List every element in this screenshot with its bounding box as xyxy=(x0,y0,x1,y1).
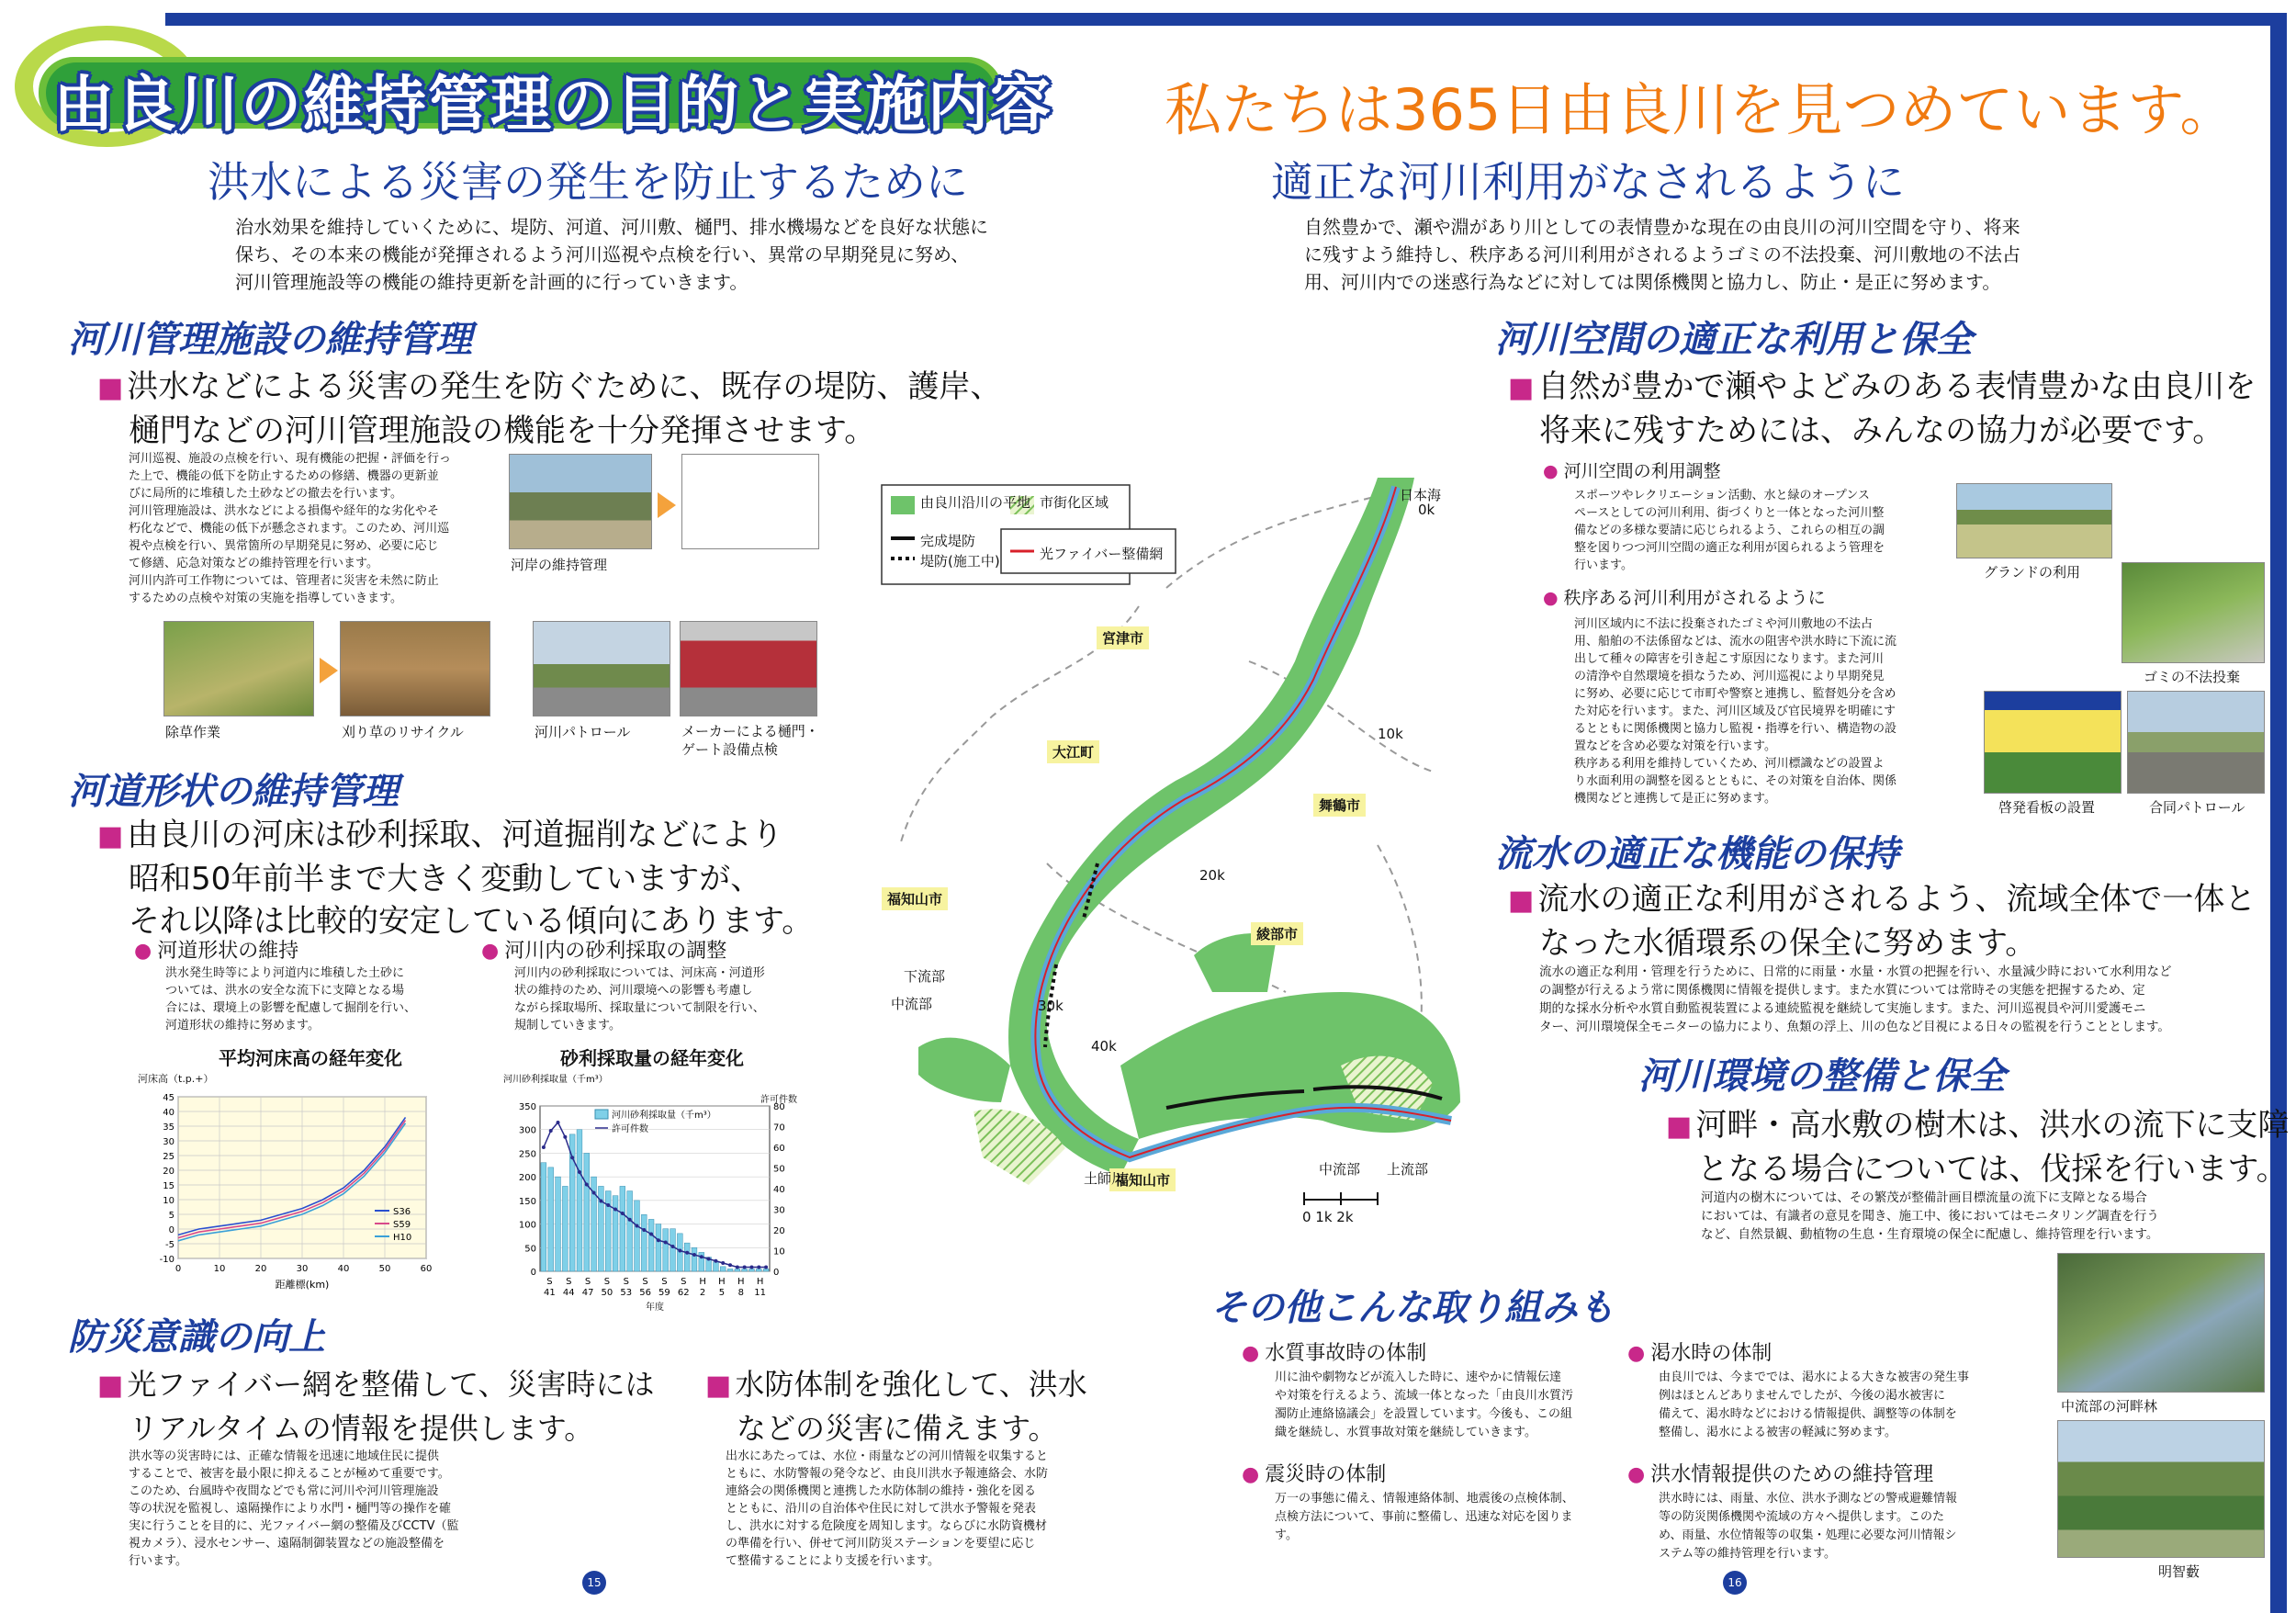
gravel-chart xyxy=(503,1069,806,1326)
bullet-drought: ● 渇水時の体制 xyxy=(1627,1342,1773,1365)
chart2-bar xyxy=(670,1229,676,1271)
dot-icon: ● xyxy=(1543,588,1559,608)
chart1-xtick: 40 xyxy=(337,1264,350,1274)
square-icon: ■ xyxy=(1666,1111,1693,1143)
chart2-point xyxy=(728,1263,732,1267)
riverbed-chart xyxy=(138,1069,450,1308)
chart2-xtick-top: H xyxy=(737,1277,745,1287)
channel-title: 河道形状の維持管理 xyxy=(68,771,399,813)
bosai-lead-flood: ■ 水防体制を強化して、洪水 などの災害に備えます。 xyxy=(705,1367,1087,1446)
map-label-shimoryu: 下流部 xyxy=(904,968,946,985)
chart2-point xyxy=(678,1249,681,1253)
chart2-ytick2: 0 xyxy=(773,1268,780,1278)
map-label-sea: 日本海 xyxy=(1400,487,1442,503)
chart1-xtick: 60 xyxy=(420,1264,433,1274)
chart1-xtick: 30 xyxy=(296,1264,309,1274)
chart2-point xyxy=(664,1241,668,1245)
chart2-xtick-top: S xyxy=(546,1277,553,1287)
chart2-xtick-bottom: 50 xyxy=(601,1288,613,1298)
chart2-ytick2: 60 xyxy=(773,1144,785,1154)
chart2-point xyxy=(606,1203,610,1207)
slogan: 私たちは365日由良川を見つめています。 xyxy=(1165,76,2237,143)
chart2-title: 砂利採取量の経年変化 xyxy=(560,1047,744,1069)
chart2-xlabel: 年度 xyxy=(646,1303,664,1313)
chart2-point xyxy=(642,1228,646,1232)
bosai-lead-fiber: ■ 光ファイバー網を整備して、災害時には リアルタイムの情報を提供します。 xyxy=(97,1367,655,1446)
chart1-ytick: 20 xyxy=(163,1167,174,1177)
chart2-bar xyxy=(569,1134,575,1271)
chart2-legend-bar-swatch xyxy=(595,1110,608,1119)
chart2-ytick2: 10 xyxy=(773,1246,785,1258)
drought-body: 由良川では、今まででは、渇水による大きな被害の発生事 例はほとんどありませんでしたが、今後の渇水被害に 備えて、渇水時などにおける情報提供、調整等の体制を 整備し、渇水による被害の軽減に努めます。 xyxy=(1659,1370,1970,1439)
square-icon: ■ xyxy=(97,820,124,852)
photo-patrol xyxy=(533,621,670,716)
water-accident-body: 川に油や劇物などが流入した時に、速やかに情報伝達 や対策を行えるよう、流域一体となった「由良川水質汚 濁防止連絡協議会」を設置しています。今後も、この組 織を継続し、水質事故対策を継続していきます。 xyxy=(1275,1370,1574,1439)
chart2-bar xyxy=(635,1201,640,1271)
chart1-xlabel: 距離標(km) xyxy=(275,1279,330,1291)
chart2-bar xyxy=(720,1267,726,1271)
space-title: 河川空間の適正な利用と保全 xyxy=(1495,319,1973,361)
chart2-bar xyxy=(641,1214,647,1271)
map-label-fukuchiyama: 福知山市 xyxy=(882,887,948,910)
photo-recycle xyxy=(340,621,490,716)
flow-lead: ■ 流水の適正な利用がされるよう、流域全体で一体と なった水循環系の保全に努めます。 xyxy=(1508,881,2257,962)
chart2-ytick: 200 xyxy=(518,1173,536,1184)
facility-lead: ■ 洪水などによる災害の発生を防ぐために、既存の堤防、護岸、 樋門などの河川管理施設の機能を十分発揮させます。 xyxy=(97,368,1002,449)
chart1-legend-label: H10 xyxy=(393,1233,412,1243)
map-label-scale: 0 1k 2k xyxy=(1302,1209,1354,1225)
chart1-ytick: 10 xyxy=(163,1196,174,1206)
map-label-churyu: 中流部 xyxy=(891,996,933,1012)
river-map xyxy=(863,478,1469,1231)
photo-embankment-after xyxy=(681,454,819,549)
chart2-bar xyxy=(620,1186,625,1271)
photo-gate-inspection xyxy=(680,621,817,716)
space-lead: ■ 自然が豊かで瀬やよどみのある表情豊かな由良川を 将来に残すためには、みんなの協力が必要です。 xyxy=(1508,368,2257,449)
chart2-xtick-top: S xyxy=(566,1277,572,1287)
flow-title: 流水の適正な機能の保持 xyxy=(1495,833,1899,875)
caption-dump: ゴミの不法投棄 xyxy=(2144,669,2241,685)
caption-joint-patrol: 合同パトロール xyxy=(2149,799,2245,816)
dot-icon: ● xyxy=(134,940,152,963)
chart2-ylabel2: 許可件数 xyxy=(760,1095,797,1105)
chart2-point xyxy=(635,1224,638,1228)
photo-mowing xyxy=(163,621,314,716)
chart2-bar xyxy=(556,1177,561,1271)
chart2-xtick-top: S xyxy=(584,1277,591,1287)
map-legend-plain: 由良川沿川の平地 xyxy=(920,494,1031,511)
chart2-xtick-bottom: 44 xyxy=(562,1288,575,1298)
chart2-xtick-bottom: 56 xyxy=(639,1288,651,1298)
chart1-ytick: 5 xyxy=(168,1211,174,1221)
map-label-0k: 0k xyxy=(1418,502,1435,518)
chart2-bar xyxy=(663,1229,669,1271)
photo-dump xyxy=(2122,562,2265,663)
dot-icon: ● xyxy=(1627,1463,1646,1486)
map-label-ayabe: 綾部市 xyxy=(1251,922,1303,945)
chart2-ytick2: 80 xyxy=(773,1102,785,1112)
chart2-point xyxy=(714,1259,717,1263)
bullet-space-use: ● 河川空間の利用調整 xyxy=(1543,461,1721,481)
photo-embankment-before xyxy=(509,454,652,549)
chart2-xtick-top: S xyxy=(623,1277,629,1287)
chart2-point xyxy=(749,1266,753,1269)
left-section-title: 洪水による災害の発生を防止するために xyxy=(208,157,968,207)
page-number-right: 16 xyxy=(1723,1571,1747,1595)
chart2-point xyxy=(736,1266,739,1269)
dot-icon: ● xyxy=(1242,1342,1260,1365)
chart2-ytick2: 30 xyxy=(773,1205,785,1216)
chart2-point xyxy=(563,1135,567,1139)
photo-riverside-forest xyxy=(2057,1253,2265,1393)
env-lead: ■ 河畔・高水敷の樹木は、洪水の流下に支障 となる場合については、伐採を行います。 xyxy=(1666,1107,2290,1188)
chart2-bar xyxy=(692,1247,697,1271)
map-label-10k: 10k xyxy=(1378,726,1403,742)
chart2-xtick-bottom: 59 xyxy=(658,1288,670,1298)
chart2-point xyxy=(557,1121,560,1124)
photo-joint-patrol xyxy=(2127,691,2265,794)
bosai-title: 防災意識の向上 xyxy=(68,1316,325,1359)
chart2-bar xyxy=(749,1269,755,1271)
chart1-ytick: -10 xyxy=(159,1255,174,1265)
chart2-bar xyxy=(727,1269,733,1271)
map-label-joryu: 上流部 xyxy=(1387,1161,1429,1178)
chart2-bar xyxy=(648,1219,654,1271)
left-section-body: 治水効果を維持していくために、堤防、河道、河川敷、樋門、排水機場などを良好な状態に 保ち、その本来の機能が発揮されるよう河川巡視や点検を行い、異常の早期発見に努め、 河川管理施設等の機能の維持更新を計画的に行っていきます。 xyxy=(235,216,988,293)
chart2-ytick2: 50 xyxy=(773,1164,785,1175)
bullet-water-accident: ● 水質事故時の体制 xyxy=(1242,1342,1427,1365)
bosai-body-fiber: 洪水等の災害時には、正確な情報を迅速に地域住民に提供 することで、被害を最小限に抑えることが極めて重要です。 このため、台風時や夜間などでも常に河川や河川管理施設 等の状況を監視し、遠隔操作により水門・樋門等の操作を確 実に行うことを目的に、光ファイバー網の整備及びCCTV（監 視カメラ）、浸水センサー、遠隔制御装置などの施設整備を 行います。 xyxy=(129,1449,459,1568)
chart2-xtick-top: H xyxy=(718,1277,726,1287)
caption-gate-inspection: メーカーによる樋門・ ゲート設備点検 xyxy=(681,723,819,758)
page-title: 由良川の維持管理の目的と実施内容 xyxy=(53,69,1052,140)
chart2-bar xyxy=(735,1269,740,1271)
chart2-xtick-top: S xyxy=(603,1277,611,1287)
chart2-point xyxy=(599,1200,602,1203)
chart2-bar xyxy=(684,1243,690,1271)
bullet-flood-info: ● 洪水情報提供のための維持管理 xyxy=(1627,1463,1934,1486)
map-label-churyu2: 中流部 xyxy=(1319,1161,1361,1178)
chart2-point xyxy=(707,1258,711,1261)
caption-riverside-forest: 中流部の河畔林 xyxy=(2061,1398,2158,1415)
chart1-legend-label: S59 xyxy=(393,1220,411,1230)
map-label-fukuchiyama2: 福知山市 xyxy=(1109,1168,1176,1191)
env-title: 河川環境の整備と保全 xyxy=(1638,1055,2006,1098)
chart2-ytick: 100 xyxy=(518,1220,536,1231)
chart2-ytick2: 70 xyxy=(773,1122,785,1134)
chart2-point xyxy=(671,1245,675,1248)
chart1-title: 平均河床高の経年変化 xyxy=(219,1047,402,1069)
env-body: 河道内の樹木については、その繁茂が整備計画目標流量の流下に支障となる場合 においては、有識者の意見を聞き、施工中、後においてはモニタリング調査を行う など、自然景観、動植物の生息・生育環境の保全に配慮し、維持管理を行います。 xyxy=(1701,1190,2159,1242)
chart2-ytick2: 40 xyxy=(773,1185,785,1195)
map-legend-wip: 堤防(施工中) xyxy=(920,553,1000,570)
chart2-point xyxy=(685,1251,689,1255)
chart2-bar xyxy=(605,1191,611,1271)
chart2-xtick-bottom: 5 xyxy=(718,1288,726,1298)
chart2-point xyxy=(578,1170,581,1174)
caption-ground: グランドの利用 xyxy=(1984,564,2081,581)
chart2-point xyxy=(542,1145,546,1149)
bullet-channel-shape: ● 河道形状の維持 xyxy=(134,940,299,963)
chart2-xtick-bottom: 47 xyxy=(581,1288,594,1298)
chart2-point xyxy=(649,1233,653,1236)
chart1-ytick: 0 xyxy=(168,1225,174,1235)
caption-patrol: 河川パトロール xyxy=(535,724,631,740)
chart1-ytick: 35 xyxy=(163,1122,174,1133)
caption-embankment: 河岸の維持管理 xyxy=(511,557,608,573)
chart2-xtick-bottom: 53 xyxy=(620,1288,633,1298)
square-icon: ■ xyxy=(1508,885,1535,917)
bullet-earthquake: ● 震災時の体制 xyxy=(1242,1463,1387,1486)
chart2-bar xyxy=(714,1262,719,1271)
chart2-xtick-bottom: 2 xyxy=(699,1288,706,1298)
chart2-xtick-top: S xyxy=(642,1277,648,1287)
map-label-40k: 40k xyxy=(1091,1038,1117,1055)
chart2-bar xyxy=(548,1167,554,1271)
chart2-ytick2: 20 xyxy=(773,1226,785,1236)
gravel-body: 河川内の砂利採取については、河床高・河道形 状の維持のため、河川環境への影響も考慮し ながら採取場所、採取量について制限を行い、 規制していきます。 xyxy=(514,966,765,1032)
map-legend-fiber: 光ファイバー整備網 xyxy=(1040,546,1164,562)
chart2-point xyxy=(621,1212,625,1215)
chart2-point xyxy=(613,1208,617,1212)
chart2-point xyxy=(700,1255,703,1258)
bullet-gravel: ● 河川内の砂利採取の調整 xyxy=(481,940,727,963)
photo-meichi xyxy=(2057,1420,2265,1558)
flood-info-body: 洪水時には、雨量、水位、洪水予測などの警戒避難情報 等の防災関係機関や流域の方々へ提供します。このた め、雨量、水位情報等の収集・処理に必要な河川情報シ ステム等の維持管理を行います。 xyxy=(1659,1492,1958,1561)
chart1-ylabel: 河床高（t.p.+） xyxy=(138,1073,214,1085)
photo-ground xyxy=(1956,483,2112,558)
chart2-point xyxy=(585,1183,589,1187)
flow-body: 流水の適正な利用・管理を行うために、日常的に雨量・水量・水質の把握を行い、水量減少時において水利用など の調整が行えるよう常に関係機関に情報を提供します。また水質については常時その実態を把握するため、定 期的な採水分析や水質自動監視装置による連続監視を継続して実施します。また、河川巡視員や河川愛護モニ ター、河川環境保全モニターの協力により、魚類の浮上、川の色など目視による日々の監視を行うこととします。 xyxy=(1539,964,2172,1034)
chart2-xtick-top: H xyxy=(699,1277,706,1287)
map-label-20k: 20k xyxy=(1199,867,1225,884)
right-border-bar xyxy=(2270,13,2287,1613)
facility-body: 河川巡視、施設の点検を行い、現有機能の把握・評価を行っ た上で、機能の低下を防止するための修繕、機器の更新並 びに局所的に堆積した土砂などの撤去を行います。 河川管理施設は、洪水などによる損傷や経年的な劣化やそ 朽化などで、機能の低下が懸念されます。このため、河川巡 視や点検を行い、異常箇所の早期発見に努め、必要に応じ て修繕、応急対策などの維持管理を行います。 河川内許可工作物については、管理者に災害を未然に防止 するための点検や対策の実施を指導していきます。 xyxy=(129,452,452,605)
chart2-point xyxy=(657,1238,660,1242)
chart2-bar xyxy=(742,1269,748,1271)
chart2-point xyxy=(628,1218,632,1222)
chart2-point xyxy=(743,1266,747,1269)
caption-recycle: 刈り草のリサイクル xyxy=(342,724,464,740)
chart1-legend-label: S36 xyxy=(393,1207,411,1217)
chart2-xtick-bottom: 8 xyxy=(737,1288,744,1298)
chart2-ytick: 300 xyxy=(518,1125,536,1136)
chart2-ytick: 0 xyxy=(530,1268,536,1278)
chart2-point xyxy=(764,1266,768,1269)
map-label-oe: 大江町 xyxy=(1047,740,1099,763)
arrow-icon xyxy=(320,658,338,683)
page-number-left: 15 xyxy=(582,1571,606,1595)
photo-sign xyxy=(1984,691,2122,794)
right-section-title: 適正な河川利用がなされるように xyxy=(1271,157,1905,207)
channel-shape-body: 洪水発生時等により河道内に堆積した土砂に ついては、洪水の安全な流下に支障となる場 合には、環境上の影響を配慮して掘削を行い、 河道形状の維持に努めます。 xyxy=(165,966,417,1032)
chart2-xtick-top: H xyxy=(756,1277,764,1287)
space-use-body: スポーツやレクリエーション活動、水と緑のオープンス ペースとしての河川利用、街づくりと一体となった河川整 備などの多様な要請に応じられるよう、これらの相互の調 整を図りつつ河川空間の適正な利用が図られるよう管理を 行います。 xyxy=(1574,489,1885,572)
map-label-dosi: 土師川 xyxy=(1084,1170,1126,1187)
chart2-bar xyxy=(562,1186,568,1271)
chart1-xtick: 20 xyxy=(254,1264,267,1274)
map-label-maizuru: 舞鶴市 xyxy=(1313,794,1366,817)
chart2-point xyxy=(549,1129,553,1133)
chart2-xtick-top: S xyxy=(681,1277,687,1287)
dot-icon: ● xyxy=(1627,1342,1646,1365)
other-title: その他こんな取り組みも xyxy=(1210,1287,1615,1329)
chart2-legend-bar: 河川砂利採取量（千m³） xyxy=(612,1111,716,1121)
chart1-ytick: 30 xyxy=(163,1137,174,1147)
chart2-xtick-bottom: 62 xyxy=(677,1288,690,1298)
chart2-ytick: 150 xyxy=(518,1196,536,1207)
map-legend-done: 完成堤防 xyxy=(920,533,976,549)
bullet-order: ● 秩序ある河川利用がされるように xyxy=(1543,588,1826,608)
chart1-ytick: -5 xyxy=(165,1240,174,1250)
chart2-point xyxy=(692,1253,696,1257)
chart2-bar xyxy=(541,1163,546,1271)
chart1-xtick: 50 xyxy=(378,1264,391,1274)
map-label-30k: 30k xyxy=(1038,998,1064,1014)
facility-title: 河川管理施設の維持管理 xyxy=(68,319,472,361)
chart1-ytick: 45 xyxy=(163,1093,174,1103)
map-legend-urban: 市街化区域 xyxy=(1040,494,1109,511)
chart2-xtick-bottom: 41 xyxy=(544,1288,556,1298)
chart2-ytick: 250 xyxy=(518,1149,536,1160)
chart2-xtick-top: S xyxy=(661,1277,668,1287)
chart1-xtick: 0 xyxy=(174,1264,182,1274)
chart2-bar xyxy=(584,1153,590,1271)
dot-icon: ● xyxy=(1543,461,1559,481)
chart2-bar xyxy=(756,1269,761,1271)
dot-icon: ● xyxy=(481,940,500,963)
chart2-point xyxy=(592,1191,596,1195)
chart2-bar xyxy=(627,1191,633,1271)
channel-lead: ■ 由良川の河床は砂利採取、河道掘削などにより 昭和50年前半まで大きく変動していますが、 それ以降は比較的安定している傾向にあります。 xyxy=(97,817,814,940)
chart2-ytick: 50 xyxy=(524,1244,536,1255)
chart1-ytick: 40 xyxy=(163,1108,174,1118)
chart2-bar xyxy=(763,1269,769,1271)
arrow-icon xyxy=(658,492,676,518)
order-body: 河川区域内に不法に投棄されたゴミや河川敷地の不法占 用、船舶の不法係留などは、流水の阻害や洪水時に下流に流 出して種々の障害を引き起こす原因になります。また河川 の清浄や自然環境を損なうため、河川巡視により早期発見 に努め、必要に応じて市町や警察と連携し、監督処分を含め た対応を行います。また、河川区域及び官民境界を明確にす るとともに関係機関と協力し監視・指導を行い、構造物の設 置などを含め必要な対策を行います。 秩序ある利用を維持していくため、河川標識などの設置よ り水面利用の調整を図るとともに、その対策を自治体、関係 機関などと連携して是正に努めます。 xyxy=(1574,617,1897,806)
chart2-point xyxy=(570,1156,574,1159)
chart2-point xyxy=(721,1261,725,1265)
chart2-legend-line: 許可件数 xyxy=(612,1124,648,1134)
chart1-ytick: 25 xyxy=(163,1152,174,1162)
square-icon: ■ xyxy=(1508,372,1535,404)
bosai-body-flood: 出水にあたっては、水位・雨量などの河川情報を収集すると ともに、水防警報の発令など、由良川洪水予報連絡会、水防 連絡会の関係機関と連携した水防体制の維持・強化を図る とともに、沿川の自治体や住民に対して洪水予警報を発表 し、洪水に対する危険度を周知します。ならびに水防資機材 の準備を行い、併せて河川防災ステーションを要望に応じ て整備することにより支援を行います。 xyxy=(726,1449,1049,1568)
right-section-body: 自然豊かで、瀬や淵があり川としての表情豊かな現在の由良川の河川空間を守り、将来 に残すよう維持し、秩序ある河川利用がされるようゴミの不法投棄、河川敷地の不法占 用、河川内での迷惑行為などに対しては関係機関と協力し、防止・是正に努めます。 xyxy=(1304,216,2020,293)
chart1-ytick: 15 xyxy=(163,1181,174,1191)
chart2-xtick-bottom: 11 xyxy=(754,1288,766,1298)
square-icon: ■ xyxy=(97,1370,124,1402)
dot-icon: ● xyxy=(1242,1463,1260,1486)
square-icon: ■ xyxy=(705,1370,732,1402)
chart2-bar xyxy=(613,1196,618,1271)
chart1-xtick: 10 xyxy=(213,1264,226,1274)
chart2-point xyxy=(757,1266,760,1269)
chart2-bar xyxy=(656,1224,661,1271)
caption-mowing: 除草作業 xyxy=(165,724,221,740)
chart2-bar xyxy=(577,1130,582,1271)
square-icon: ■ xyxy=(97,372,124,404)
caption-sign: 啓発看板の設置 xyxy=(1998,799,2096,816)
caption-meichi: 明智藪 xyxy=(2158,1563,2200,1580)
chart2-ytick: 350 xyxy=(518,1102,536,1112)
chart2-ylabel: 河川砂利採取量（千m³） xyxy=(503,1075,608,1085)
map-label-miyazu: 宮津市 xyxy=(1097,626,1149,649)
earthquake-body: 万一の事態に備え、情報連絡体制、地震後の点検体制、 点検方法について、事前に整備し、迅速な対応を図りま す。 xyxy=(1275,1492,1574,1542)
